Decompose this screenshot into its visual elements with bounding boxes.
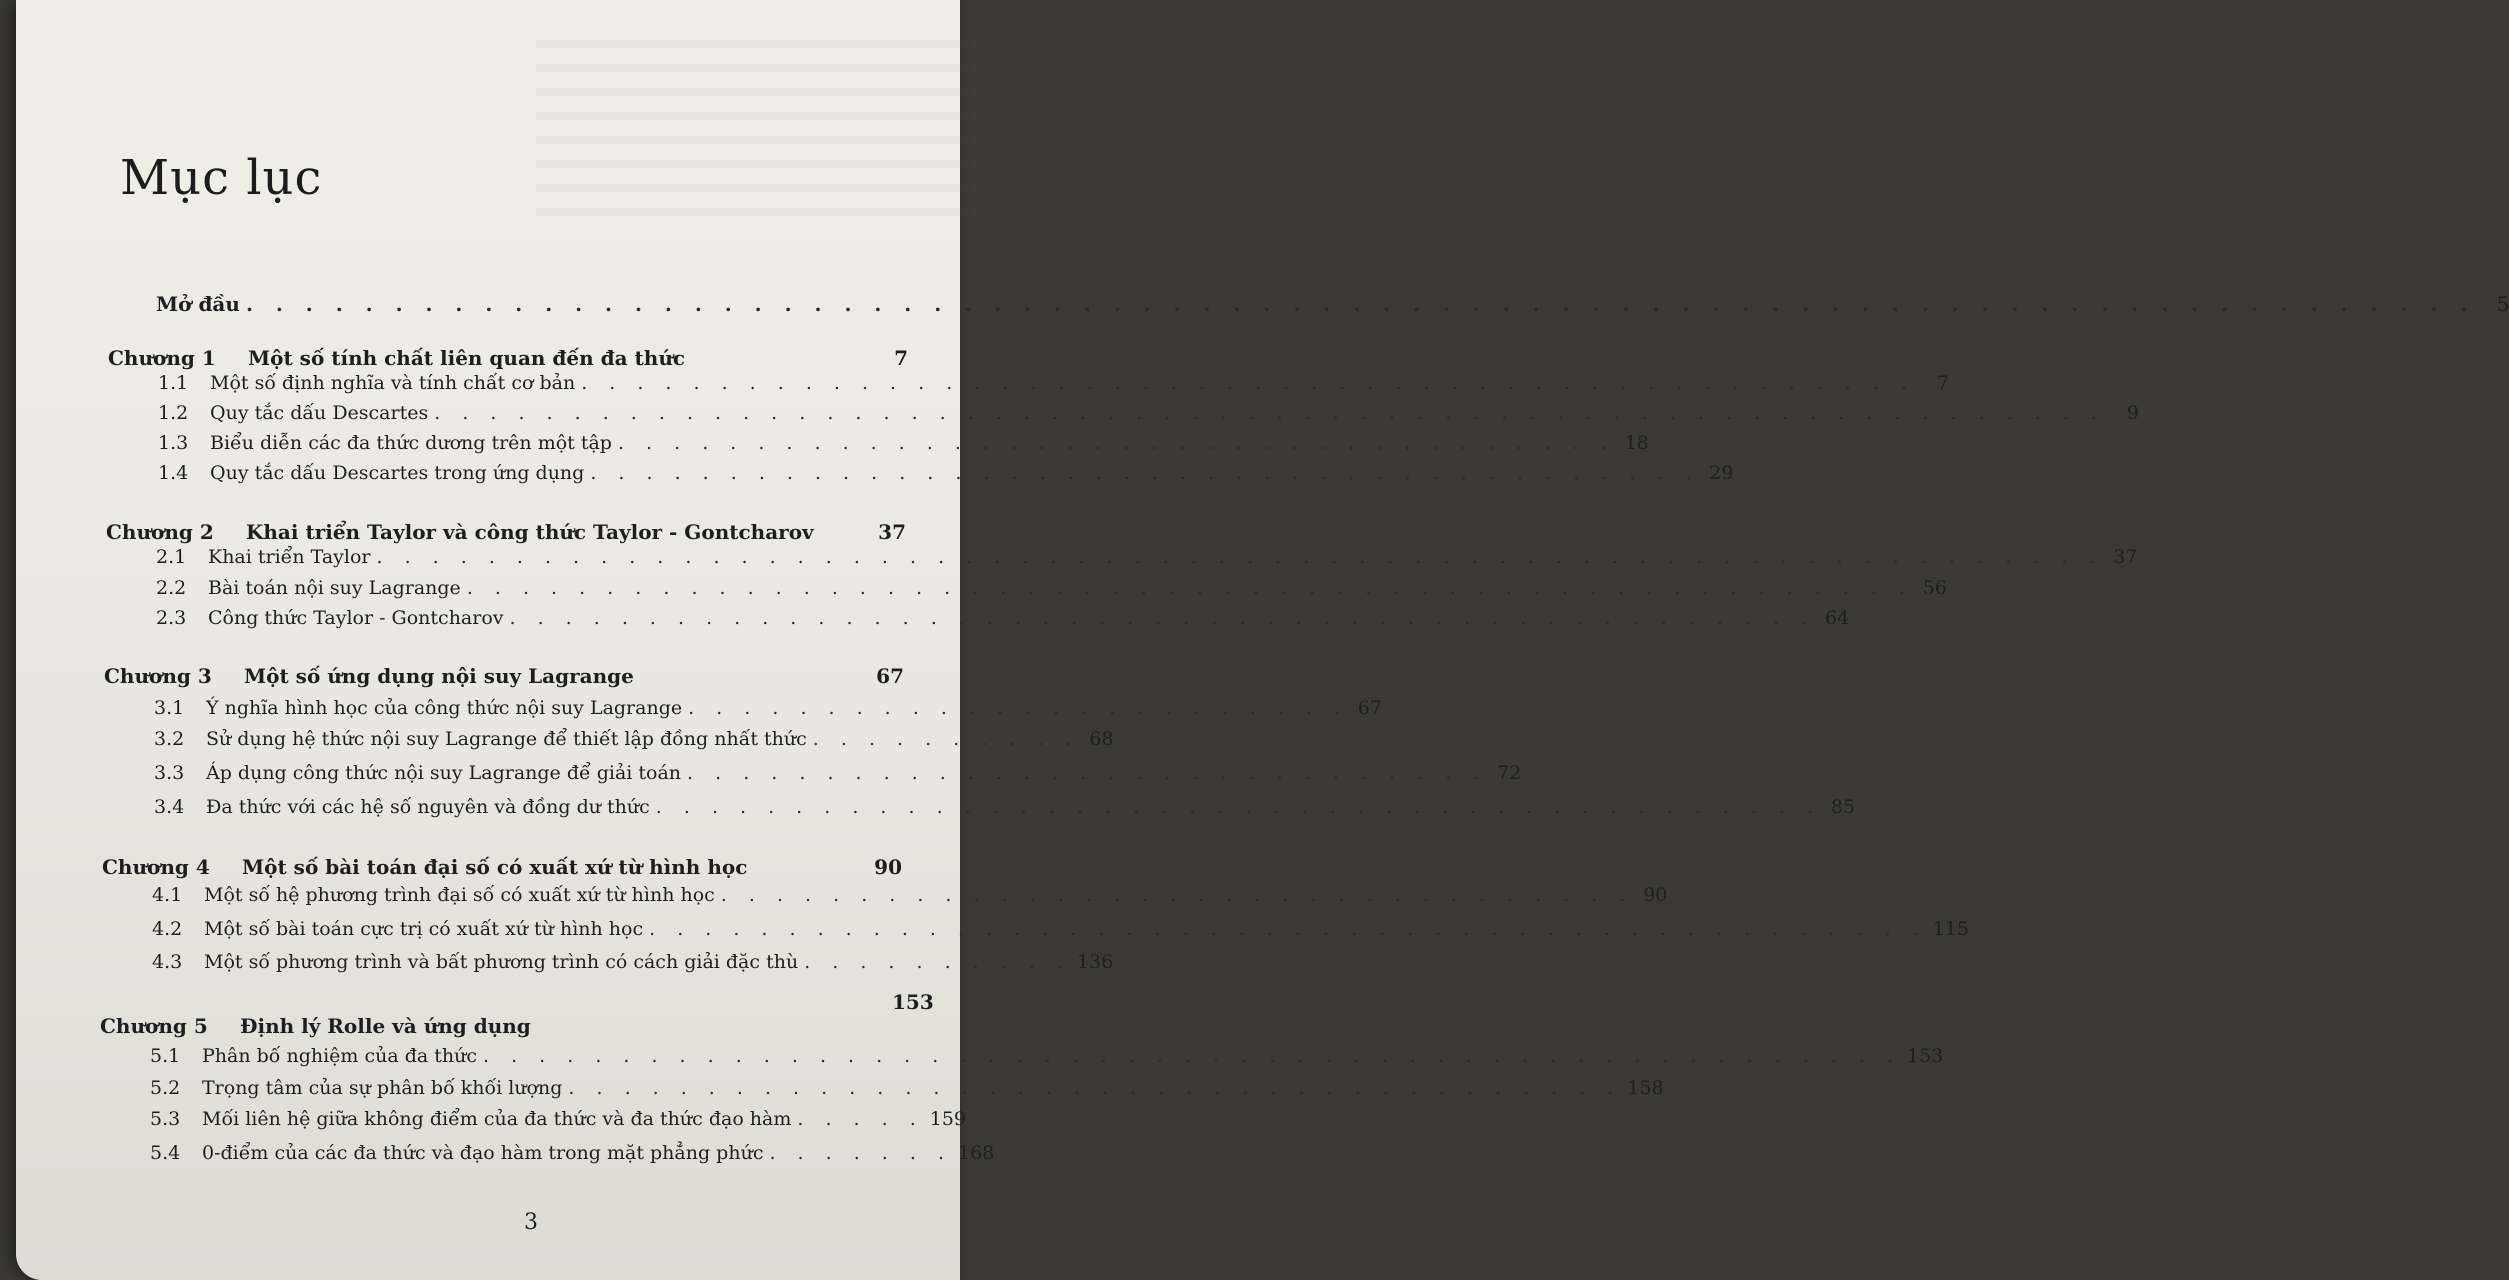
dot-leader: . . . . . . . . . . . . . . . . . . . . . . . . . . . . . . . . . . . .	[617, 432, 1615, 454]
dot-leader: . . . . . . . . . . . . . . . . . . . . . . . .	[688, 697, 1348, 719]
section-page: 115	[1932, 918, 1969, 940]
section-page: 56	[1922, 577, 1947, 599]
dot-leader: . . . . . . . . . . . . . . . . . . . . . . . . . . . . . . . . .	[720, 884, 1634, 906]
table-of-contents	[16, 0, 2509, 1280]
section-page: 90	[1643, 884, 1668, 906]
section-title: Bài toán nội suy Lagrange	[208, 577, 461, 599]
page-number: 3	[524, 1210, 538, 1235]
section-number: 2.1	[156, 546, 187, 568]
section-page: 37	[2113, 546, 2138, 568]
section-title: Quy tắc dấu Descartes trong ứng dụng	[210, 462, 585, 484]
chapter-page: 7	[894, 346, 908, 370]
section-number: 1.1	[158, 372, 189, 394]
section-title: Đa thức với các hệ số nguyên và đồng dư thức	[206, 796, 650, 818]
toc-section[interactable]	[154, 796, 1856, 818]
section-page: 29	[1709, 462, 1734, 484]
chapter-number: Chương 2	[106, 520, 214, 544]
section-title: Công thức Taylor - Gontcharov	[208, 607, 504, 629]
toc-section[interactable]	[152, 918, 1969, 940]
toc-section[interactable]	[156, 546, 2138, 568]
section-page: 153	[1907, 1045, 1944, 1067]
section-number: 5.2	[150, 1077, 181, 1099]
toc-section[interactable]	[152, 951, 1114, 973]
section-number: 5.1	[150, 1045, 181, 1067]
chapter-page: 37	[878, 520, 906, 544]
section-page: 9	[2126, 402, 2139, 424]
dot-leader: . . . . . . . . . .	[804, 951, 1071, 973]
book-page	[16, 0, 2509, 1280]
section-number: 1.4	[158, 462, 189, 484]
section-title: 0-điểm của các đa thức và đạo hàm trong mặt phẳng phức	[202, 1142, 764, 1164]
toc-section[interactable]	[152, 884, 1668, 906]
section-page: 7	[1936, 372, 1949, 394]
section-page: 68	[1089, 728, 1114, 750]
toc-section[interactable]	[158, 432, 1649, 454]
dot-leader: . . . . .	[797, 1108, 924, 1130]
dot-leader: . . . . . . .	[769, 1142, 952, 1164]
toc-section[interactable]	[150, 1045, 1944, 1067]
page-title: Mục lục	[120, 150, 323, 206]
section-page: 72	[1497, 762, 1522, 784]
chapter-title: Một số tính chất liên quan đến đa thức	[248, 346, 686, 370]
toc-section[interactable]	[154, 762, 1522, 784]
toc-section[interactable]	[156, 607, 1850, 629]
section-number: 4.2	[152, 918, 183, 940]
section-page: 168	[957, 1142, 995, 1164]
toc-chapter[interactable]	[108, 346, 908, 370]
chapter-page: 67	[876, 664, 904, 688]
chapter-number: Chương 3	[104, 664, 212, 688]
toc-chapter[interactable]	[106, 520, 906, 544]
section-title: Trọng tâm của sự phân bố khối lượng	[202, 1077, 563, 1099]
section-title: Áp dụng công thức nội suy Lagrange để giải toán	[206, 762, 682, 784]
section-page: 85	[1830, 796, 1856, 818]
dot-leader: . . . . . . . . . . . . . . . . . . . . . . . . . . . . . . . . . . . . . . . .	[590, 462, 1700, 484]
dot-leader: . . . . . . . . . . . . . . . . . . . . . . . . . . . . . . . . . . . . . . . . . . . . . .	[649, 918, 1927, 940]
chapter-number: Chương 5	[100, 1014, 208, 1038]
section-title: Sử dụng hệ thức nội suy Lagrange để thiết lập đồng nhất thức	[206, 728, 807, 750]
dot-leader: . . . . . . . . . . . . . . . . . . . . . . . . . . . . . . . . . . . . . . . . . . . . . . . . . . . .	[466, 577, 1913, 599]
dot-leader: . . . . . . . . . . . . . . . . . . . . . . . . . . . . .	[687, 762, 1488, 784]
section-number: 2.2	[156, 577, 187, 599]
section-page: 18	[1624, 432, 1649, 454]
dot-leader: . . . . . . . . . . . . . . . . . . . . . . . . . . . . . . . . . . . . . . . . . . . . . . . . . . . . . . . . . . . . . .	[376, 546, 2104, 568]
section-title: Biểu diễn các đa thức dương trên một tập	[210, 432, 612, 454]
section-title: Mối liên hệ giữa không điểm của đa thức và đa thức đạo hàm	[202, 1108, 792, 1130]
dot-leader: . . . . . . . . . . . . . . . . . . . . . . . . . . . . . . . . . . . . . . . . . . . . . . . . . . . . . . . . . . . . . . . . . . . . . . . . . . .	[245, 292, 2476, 316]
section-number: 3.3	[154, 762, 185, 784]
section-number: 4.3	[152, 951, 183, 973]
dot-leader: . . . . . . . . . . . . . . . . . . . . . . . . . . . . . . . . . . . . . .	[568, 1077, 1622, 1099]
dot-leader: . . . . . . . . . . . . . . . . . . . . . . . . . . . . . . . . . . . . . . . . . . . . . . . . . . .	[483, 1045, 1901, 1067]
toc-section[interactable]	[150, 1077, 1664, 1099]
chapter-page: 153	[892, 990, 934, 1014]
toc-section[interactable]	[156, 577, 1947, 599]
chapter-title: Khai triển Taylor và công thức Taylor - Gontcharov	[246, 520, 814, 544]
toc-chapter[interactable]	[104, 664, 904, 688]
section-page: 159	[929, 1108, 967, 1130]
section-number: 3.2	[154, 728, 185, 750]
section-title: Một số phương trình và bất phương trình có cách giải đặc thù	[204, 951, 799, 973]
chapter-title: Một số ứng dụng nội suy Lagrange	[244, 664, 634, 688]
chapter-title: Một số bài toán đại số có xuất xứ từ hình học	[242, 855, 748, 879]
section-number: 5.3	[150, 1108, 181, 1130]
section-page: 64	[1825, 607, 1850, 629]
section-page: 136	[1076, 951, 1114, 973]
chapter-number: Chương 1	[108, 346, 216, 370]
section-number: 1.2	[158, 402, 189, 424]
toc-chapter-page-line	[892, 990, 952, 1014]
dot-leader: . . . . . . . . . . . . . . . . . . . . . . . . . . . . . . . . . . . . . . . . . . . . . . . . . . . . . . . . . . . .	[434, 402, 2105, 424]
section-title: Ý nghĩa hình học của công thức nội suy Lagrange	[206, 697, 683, 719]
chapter-number: Chương 4	[102, 855, 210, 879]
toc-intro-label: Mở đầu	[156, 292, 240, 316]
section-number: 3.4	[154, 796, 185, 818]
toc-section[interactable]	[154, 697, 1382, 719]
toc-section[interactable]	[150, 1142, 995, 1164]
toc-chapter[interactable]	[100, 1014, 800, 1038]
toc-intro[interactable]	[156, 292, 2509, 316]
section-page: 158	[1627, 1077, 1664, 1099]
section-title: Một số hệ phương trình đại số có xuất xứ từ hình học	[204, 884, 715, 906]
toc-section[interactable]	[158, 462, 1734, 484]
section-number: 2.3	[156, 607, 187, 629]
section-title: Phân bố nghiệm của đa thức	[202, 1045, 477, 1067]
toc-chapter[interactable]	[102, 855, 902, 879]
section-title: Quy tắc dấu Descartes	[210, 402, 429, 424]
section-title: Khai triển Taylor	[208, 546, 371, 568]
section-number: 1.3	[158, 432, 189, 454]
dot-leader: . . . . . . . . . . . . . . . . . . . . . . . . . . . . . . . . . . . . . . . . . . . . . . . .	[581, 372, 1915, 394]
section-number: 5.4	[150, 1142, 181, 1164]
chapter-page: 90	[874, 855, 902, 879]
toc-section[interactable]	[150, 1108, 967, 1130]
toc-section[interactable]	[154, 728, 1114, 750]
section-number: 3.1	[154, 697, 185, 719]
chapter-title: Định lý Rolle và ứng dụng	[240, 1014, 531, 1038]
toc-section[interactable]	[158, 372, 1949, 394]
toc-intro-page: 5	[2496, 292, 2509, 316]
dot-leader: . . . . . . . . . . . . . . . . . . . . . . . . . . . . . . . . . . . . . . . . . . . . . . .	[509, 607, 1816, 629]
dot-leader: . . . . . . . . . . . . . . . . . . . . . . . . . . . . . . . . . . . . . . . . . .	[655, 796, 1822, 818]
dot-leader: . . . . . . . . . .	[812, 728, 1080, 750]
section-page: 67	[1357, 697, 1382, 719]
section-title: Một số bài toán cực trị có xuất xứ từ hình học	[204, 918, 644, 940]
toc-section[interactable]	[158, 402, 2139, 424]
section-title: Một số định nghĩa và tính chất cơ bản	[210, 372, 576, 394]
section-number: 4.1	[152, 884, 183, 906]
